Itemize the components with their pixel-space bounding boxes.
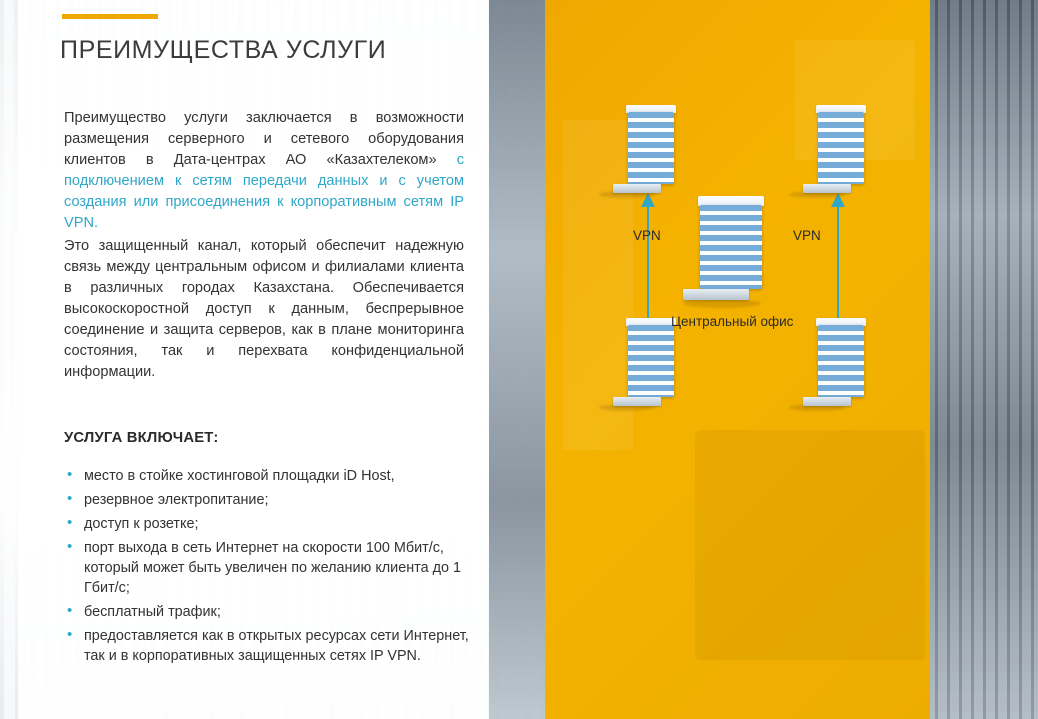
building-branch-top-left [593, 105, 703, 205]
network-diagram [545, 0, 930, 719]
building-body [818, 325, 864, 397]
building-branch-bottom-left [593, 318, 703, 418]
list-item: • предоставляется как в открытых ресурсах сети Интернет, так и в корпоративных защищенных сетях IP VPN. [64, 626, 474, 666]
vpn-label-right: VPN [793, 228, 821, 243]
paragraph-intro-highlight: с подключением к сетям передачи данных и с учетом создания или присоединения к корпоративным сетям IP VPN. [64, 152, 464, 231]
list-item: • место в стойке хостинговой площадки iD Host, [64, 466, 474, 486]
includes-heading: УСЛУГА ВКЛЮЧАЕТ: [64, 430, 219, 446]
building-body [628, 325, 674, 397]
paragraph-intro-plain: Преимущество услуги заключается в возможности размещения серверного и сетевого оборудования клиентов в Дата-центрах АО «Казахтелеком» [64, 110, 464, 168]
title-accent-bar [62, 14, 158, 19]
building-shadow [683, 299, 761, 308]
building-base [683, 289, 749, 300]
list-item: • порт выхода в сеть Интернет на скорости 100 Мбит/с, который может быть увеличен по желанию клиента до 1 Гбит/с; [64, 538, 474, 598]
building-base [613, 397, 661, 406]
list-item: • доступ к розетке; [64, 514, 474, 534]
building-branch-bottom-right [783, 318, 893, 418]
building-body [628, 112, 674, 184]
building-body [700, 205, 762, 289]
building-windows [818, 325, 864, 397]
background-right-strip [923, 0, 1038, 719]
central-office-label: Центральный офис [671, 314, 794, 329]
building-central-office [675, 196, 810, 316]
building-base [803, 184, 851, 193]
includes-list [64, 466, 474, 670]
diagram-panel [545, 0, 930, 719]
background-right-strip-detail [923, 0, 1038, 719]
paragraph-intro [64, 108, 464, 234]
building-windows [818, 112, 864, 184]
page-title: ПРЕИМУЩЕСТВА УСЛУГИ [60, 36, 387, 64]
background-center-strip [489, 0, 545, 719]
building-base [803, 397, 851, 406]
vpn-label-left: VPN [633, 228, 661, 243]
building-windows [628, 325, 674, 397]
building-body [818, 112, 864, 184]
list-item: • резервное электропитание; [64, 490, 474, 510]
building-windows [628, 112, 674, 184]
building-branch-top-right [783, 105, 893, 205]
building-base [613, 184, 661, 193]
list-item: • бесплатный трафик; [64, 602, 474, 622]
building-windows [700, 205, 762, 289]
paragraph-secure-channel: Это защищенный канал, который обеспечит надежную связь между центральным офисом и филиалами клиента в различных городах Казахстана. Обеспечивается высокоскоростной доступ к данным, беспрерывное соединение и защита серверов, как в плане мониторинга состояния, так и перехвата конфиденциальной информации. [64, 238, 464, 380]
